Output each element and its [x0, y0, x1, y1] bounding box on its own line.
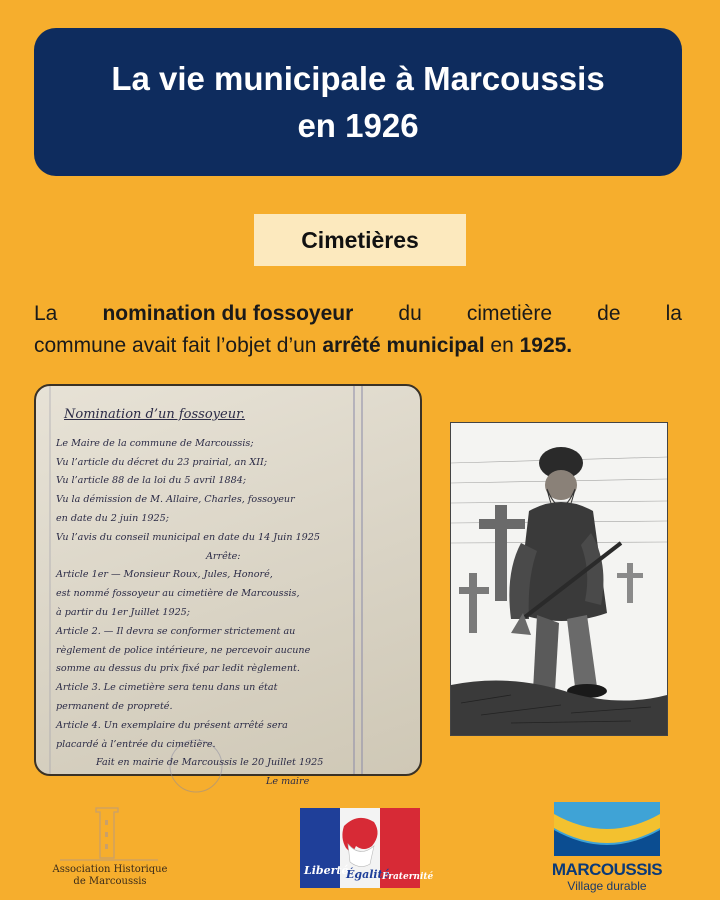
- motto-fraternite: Fraternité: [382, 872, 434, 882]
- town-name: MARCOUSSIS: [551, 860, 663, 879]
- decree-line: Vu la démission de M. Allaire, Charles, fossoyeur: [56, 494, 295, 506]
- decree-line: à partir du 1er Juillet 1925;: [56, 606, 191, 618]
- decree-heading: Nomination d’un fossoyeur.: [64, 407, 245, 422]
- decree-line: Article 3. Le cimetière sera tenu dans un état: [56, 682, 278, 694]
- decree-line: Article 1er — Monsieur Roux, Jules, Honoré,: [56, 569, 273, 581]
- decree-line: Vu l’avis du conseil municipal en date du 14 Juin 1925: [56, 531, 320, 543]
- decree-line: Article 4. Un exemplaire du présent arrêté sera: [56, 719, 288, 731]
- decree-line: Le maire: [266, 776, 310, 788]
- intro-highlight-year: 1925.: [519, 334, 573, 357]
- tower-icon: [40, 800, 180, 864]
- motto-liberte: Liberté: [304, 864, 349, 877]
- intro-word: La: [34, 302, 58, 325]
- association-name-line1: Association Historique: [52, 864, 168, 875]
- intro-word: du: [398, 302, 422, 325]
- intro-text: commune avait fait l’objet d’un: [34, 334, 323, 357]
- association-logo: [40, 800, 180, 890]
- page-title: [34, 28, 682, 176]
- intro-highlight-nomination: nomination du fossoyeur: [102, 302, 354, 325]
- decree-line: permanent de propreté.: [56, 700, 173, 712]
- section-label: Cimetières: [254, 214, 466, 266]
- decree-line: Fait en mairie de Marcoussis le 20 Juillet 1925: [96, 757, 324, 769]
- title-line-1: La vie municipale à Marcoussis: [111, 60, 605, 97]
- town-logo: [548, 800, 666, 894]
- intro-word: la: [665, 302, 682, 325]
- decree-line: Vu l’article du décret du 23 prairial, an XII;: [56, 456, 268, 468]
- decree-line: somme au dessus du prix fixé par ledit règlement.: [56, 663, 300, 675]
- handwritten-decree-image: [34, 384, 422, 788]
- wave-icon: [548, 800, 666, 858]
- decree-line: Vu l’article 88 de la loi du 5 avril 1884;: [56, 475, 247, 487]
- decree-line: est nommé fossoyeur au cimetière de Marcoussis,: [56, 588, 300, 600]
- town-tagline: Village durable: [567, 879, 647, 893]
- intro-text: en: [484, 334, 520, 357]
- decree-line: Arrête:: [206, 550, 241, 562]
- republic-logo: [300, 808, 434, 888]
- decree-text: [56, 406, 406, 792]
- decree-line: placardé à l’entrée du cimetière.: [56, 738, 216, 750]
- association-name-line2: de Marcoussis: [73, 876, 147, 887]
- intro-word: cimetière: [466, 302, 553, 325]
- motto-egalite: Égalité: [346, 868, 390, 881]
- intro-highlight-arrete: arrêté municipal: [322, 334, 485, 357]
- decree-line: Article 2. — Il devra se conformer strictement au: [56, 625, 296, 637]
- title-line-2: en 1926: [297, 107, 419, 144]
- gravedigger-illustration: [450, 422, 668, 736]
- decree-line: en date du 2 juin 1925;: [56, 512, 169, 524]
- decree-line: règlement de police intérieure, ne percevoir aucune: [56, 644, 311, 656]
- intro-word: de: [597, 302, 621, 325]
- intro-paragraph: [34, 298, 682, 362]
- decree-line: Le Maire de la commune de Marcoussis;: [56, 437, 254, 449]
